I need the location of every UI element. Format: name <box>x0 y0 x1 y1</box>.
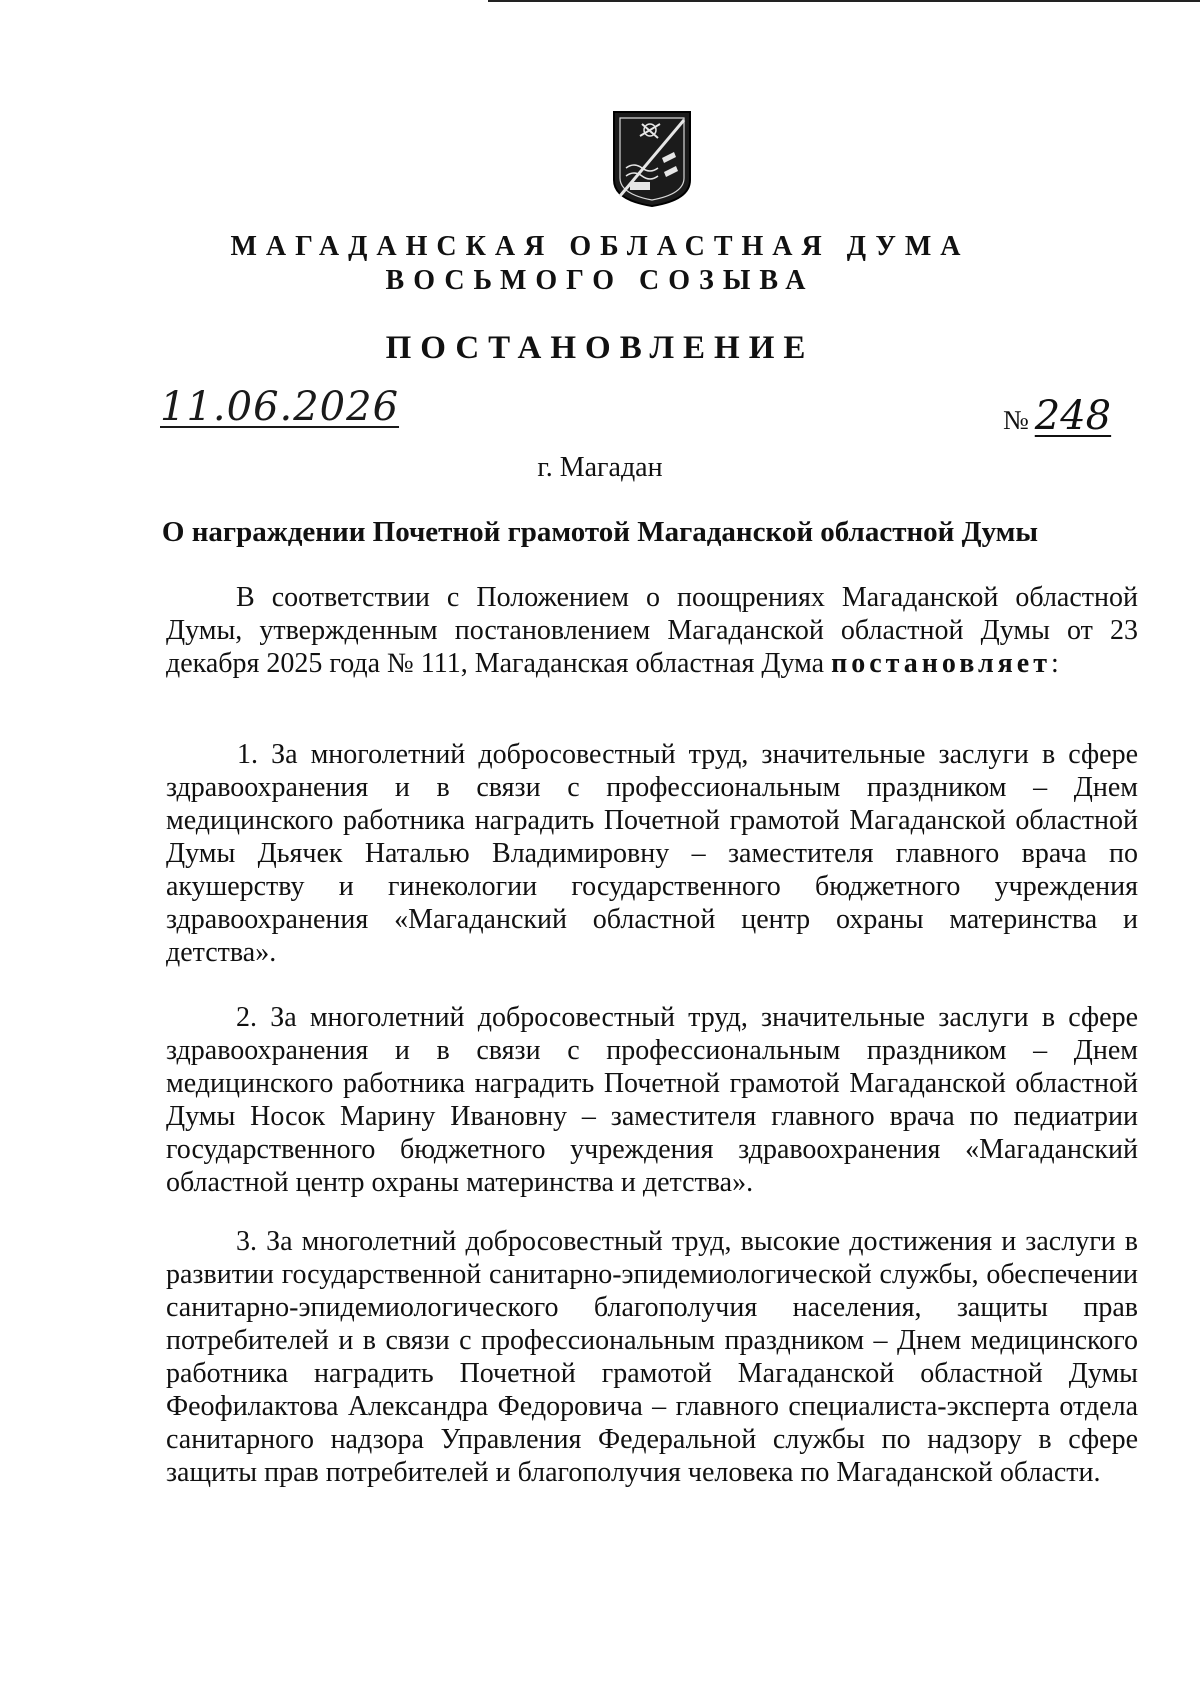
award-paragraph-2: 2. За многолетний добросовестный труд, значительные заслуги в сфере здравоохранения и в связи с профессиональным праздником – Днем медицинского работника наградить Почетной грамотой Магаданской областной Думы Носок Марину Ивановну – заместителя главного врача по педиатрии государственного бюджетного учреждения здравоохранения «Магаданский областной центр охраны материнства и детства». <box>166 1002 1138 1198</box>
handwritten-number: 248 <box>1034 393 1112 439</box>
coat-of-arms-icon <box>612 110 692 208</box>
intro-text: В соответствии с Положением о поощрениях Магаданской областной Думы, утвержденным постановлением Магаданской областной Думы от 23 декабря 2025 года № 111, Магаданская областная Дума <box>166 582 1138 679</box>
document-subject: О награждении Почетной грамотой Магаданской областной Думы <box>161 516 1039 548</box>
intro-paragraph <box>166 581 1138 680</box>
award-paragraph-1: 1. За многолетний добросовестный труд, значительные заслуги в сфере здравоохранения и в связи с профессиональным праздником – Днем медицинского работника наградить Почетной грамотой Магаданской областной Думы Дьячек Наталью Владимировну – заместителя главного врача по акушерству и гинекологии государственного бюджетного учреждения здравоохранения «Магаданский областной центр охраны материнства и детства». <box>166 739 1138 968</box>
award-paragraph-3: 3. За многолетний добросовестный труд, высокие достижения и заслуги в развитии государственной санитарно-эпидемиологической службы, обеспечении санитарно-эпидемиологического благополучия населения, защиты прав потребителей и в связи с профессиональным праздником – Днем медицинского работника наградить Почетной грамотой Магаданской областной Думы Феофилактова Александра Федоровича – главного специалиста-эксперта отдела санитарного надзора Управления Федеральной службы по надзору в сфере защиты прав потребителей и благополучия человека по Магаданской области. <box>166 1226 1138 1488</box>
org-title-line2: ВОСЬМОГО СОЗЫВА <box>385 265 815 296</box>
document-type-title: ПОСТАНОВЛЕНИЕ <box>385 330 815 366</box>
resolves-colon: : <box>1051 648 1059 679</box>
document-number <box>1003 393 1111 439</box>
scan-edge-line <box>488 0 1200 2</box>
number-sign: № <box>1003 405 1029 435</box>
city-line: г. Магадан <box>537 452 663 483</box>
handwritten-date: 11.06.2026 <box>160 384 400 430</box>
resolves-word: постановляет <box>831 648 1051 679</box>
org-title-line1: МАГАДАНСКАЯ ОБЛАСТНАЯ ДУМА <box>230 231 970 262</box>
